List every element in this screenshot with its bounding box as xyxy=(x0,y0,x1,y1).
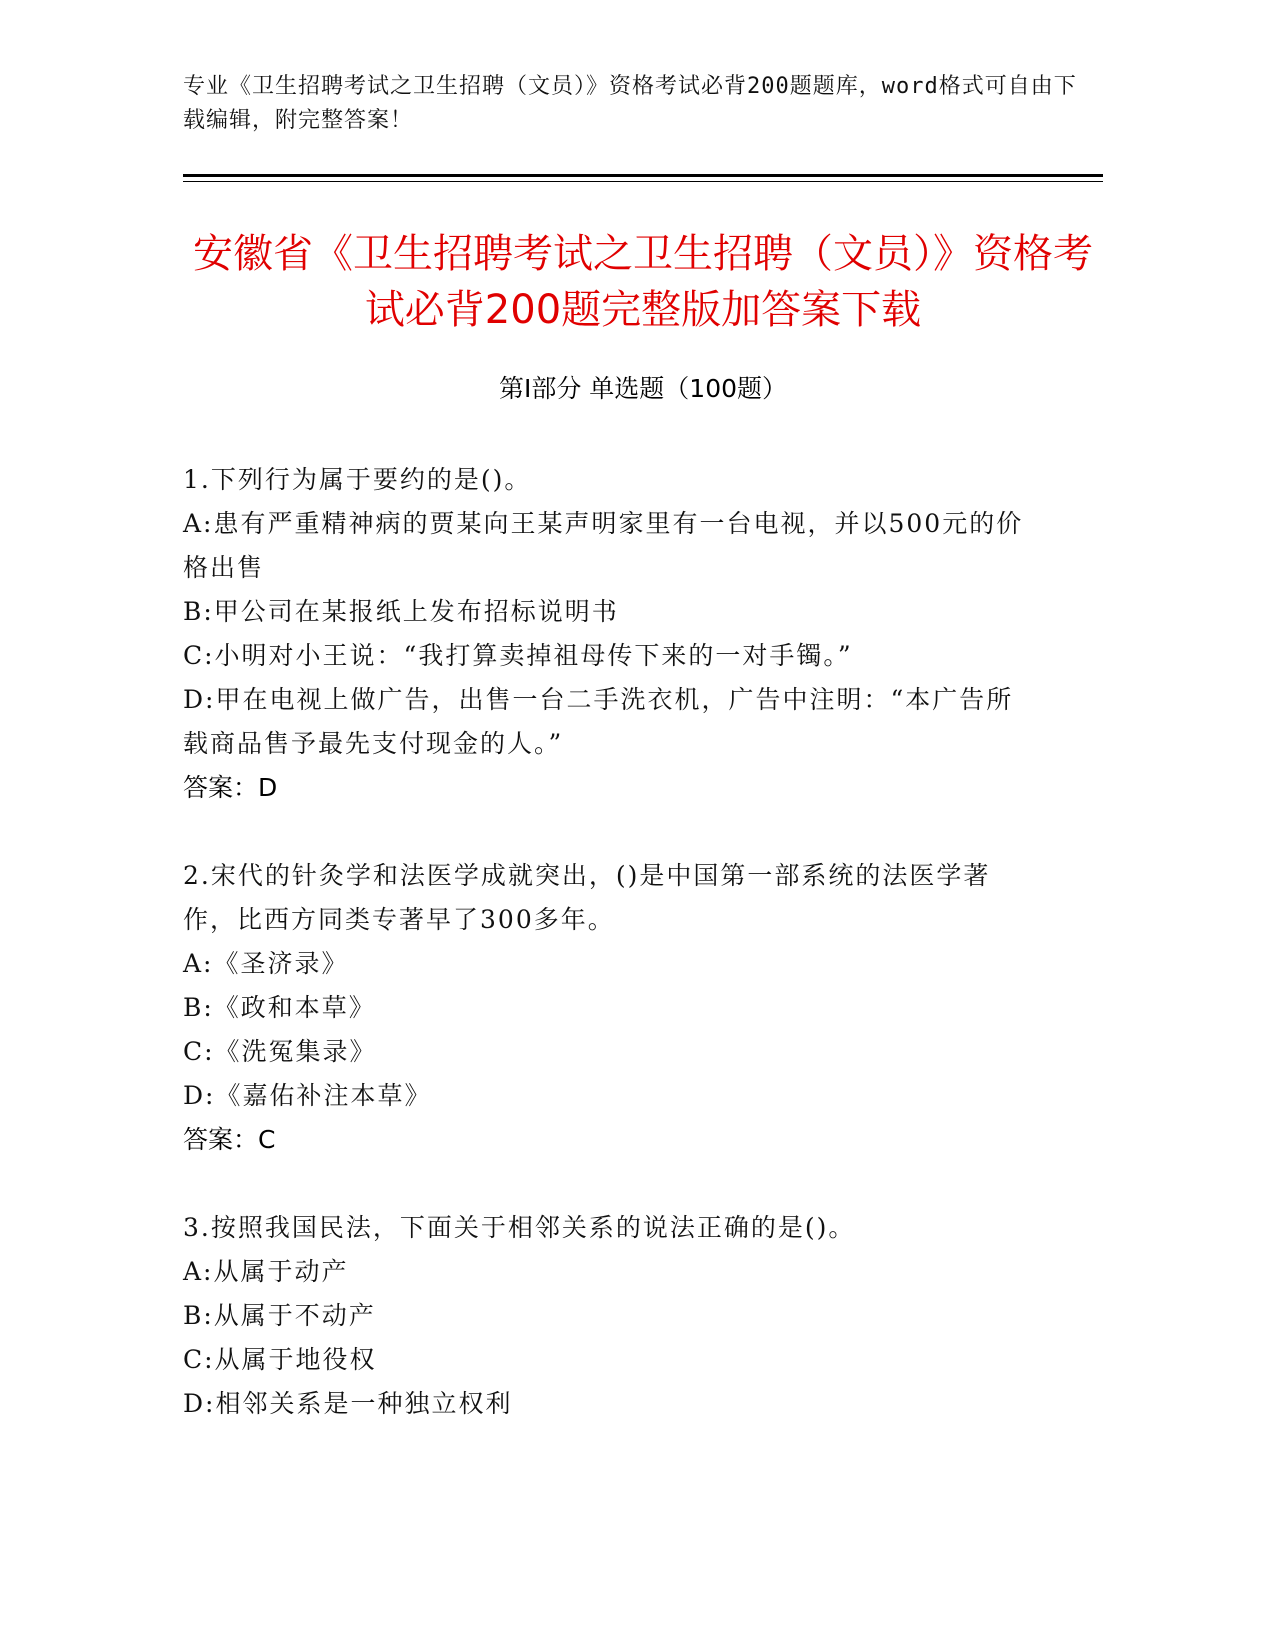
answer-line: 答案：C xyxy=(183,1125,276,1154)
question-text: 2.宋代的针灸学和法医学成就突出，()是中国第一部系统的法医学著作，比西方同类专著早了300多年。 xyxy=(183,861,991,934)
question-1 xyxy=(183,458,1033,810)
answer-line: 答案：D xyxy=(183,773,278,802)
question-list xyxy=(183,458,1033,1470)
option-c: C:小明对小王说：“我打算卖掉祖母传下来的一对手镯。” xyxy=(183,641,853,670)
option-d: D:《嘉佑补注本草》 xyxy=(183,1081,432,1110)
option-a: A:患有严重精神病的贾某向王某声明家里有一台电视，并以500元的价格出售 xyxy=(183,509,1024,582)
option-a: A:从属于动产 xyxy=(183,1257,349,1286)
document-title: 安徽省《卫生招聘考试之卫生招聘（文员）》资格考试必背200题完整版加答案下载 xyxy=(193,231,1093,333)
option-b: B:甲公司在某报纸上发布招标说明书 xyxy=(183,597,619,626)
option-a: A:《圣济录》 xyxy=(183,949,349,978)
option-d: D:相邻关系是一种独立权利 xyxy=(183,1389,513,1418)
question-text: 3.按照我国民法，下面关于相邻关系的说法正确的是()。 xyxy=(183,1213,856,1242)
header-divider-thin xyxy=(183,181,1103,182)
option-b: B:《政和本草》 xyxy=(183,993,376,1022)
header-note: 专业《卫生招聘考试之卫生招聘（文员）》资格考试必背200题题库，word格式可自由下载编辑，附完整答案！ xyxy=(183,74,1077,133)
section-heading: 第Ⅰ部分 单选题（100题） xyxy=(498,374,788,403)
question-3 xyxy=(183,1206,1033,1426)
question-text: 1.下列行为属于要约的是()。 xyxy=(183,465,532,494)
option-c: C:《洗冤集录》 xyxy=(183,1037,377,1066)
option-b: B:从属于不动产 xyxy=(183,1301,376,1330)
header-divider-thick xyxy=(183,174,1103,177)
option-c: C:从属于地役权 xyxy=(183,1345,377,1374)
option-d: D:甲在电视上做广告，出售一台二手洗衣机，广告中注明：“本广告所载商品售予最先支付现金的人。” xyxy=(183,685,1014,758)
question-2 xyxy=(183,854,1033,1162)
